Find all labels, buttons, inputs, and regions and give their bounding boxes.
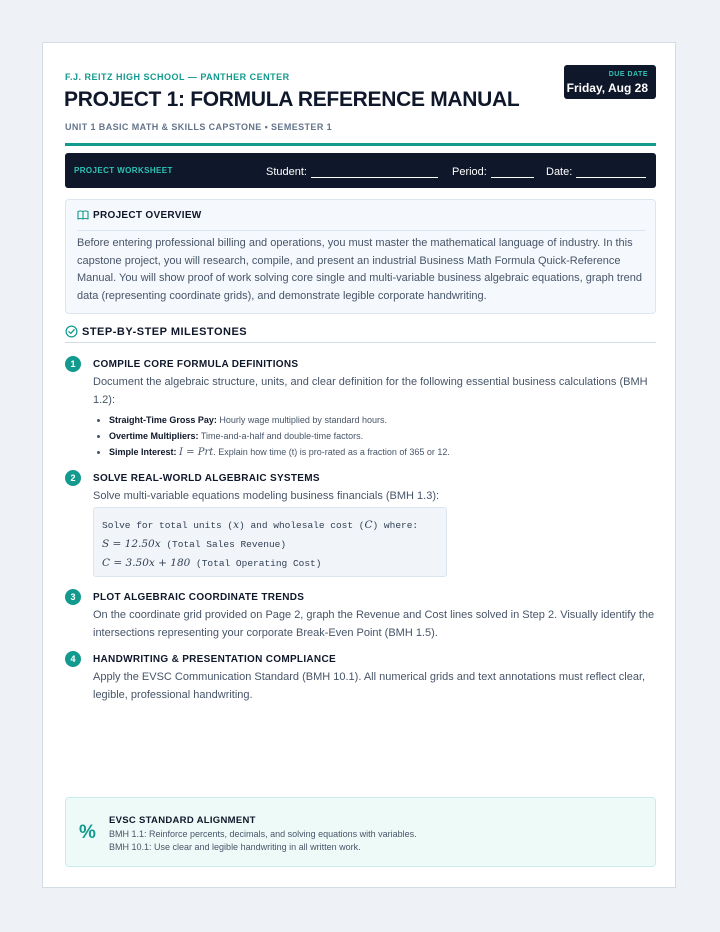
equation-block	[93, 507, 447, 577]
student-field[interactable]	[266, 165, 438, 178]
evsc-title: EVSC STANDARD ALIGNMENT	[109, 815, 256, 826]
step-description	[93, 374, 655, 461]
step-title: COMPILE CORE FORMULA DEFINITIONS	[93, 359, 299, 370]
book-icon	[77, 210, 89, 220]
evsc-standard-panel	[65, 797, 656, 867]
list-item: • Simple Interest: I = Prt. Explain how time (t) is pro-rated as a fraction of 365 or 12.	[109, 444, 655, 461]
due-date-value: Friday, Aug 28	[566, 81, 648, 95]
due-date-badge	[564, 65, 656, 99]
page-title: PROJECT 1: FORMULA REFERENCE MANUAL	[64, 88, 520, 111]
student-label: Student:	[266, 166, 307, 178]
overview-heading	[77, 210, 202, 221]
milestones-heading-text: STEP-BY-STEP MILESTONES	[82, 326, 248, 338]
school-name: F.J. REITZ HIGH SCHOOL — PANTHER CENTER	[65, 72, 290, 82]
overview-text: Before entering professional billing and operations, you must master the mathematical language of industry. In this capstone project, you will research, compile, and present an industrial Business Math Formula Quick-Reference Manual. You will show proof of work solving core single and multi-variable business algebraic equations, graph trend data (representing coordinate grids), and demonstrate legible corporate handwriting.	[77, 237, 642, 302]
project-overview-panel	[65, 199, 656, 314]
header-divider	[65, 143, 656, 146]
step-number: 3	[65, 589, 81, 605]
step-body-text: Document the algebraic structure, units, and clear definition for the following essential business calculations (BMH 1.2):	[93, 376, 648, 406]
step-number: 1	[65, 356, 81, 372]
overview-heading-text: PROJECT OVERVIEW	[93, 210, 202, 221]
step-body-text: Solve multi-variable equations modeling business financials (BMH 1.3):	[93, 490, 440, 502]
step-number: 4	[65, 651, 81, 667]
date-blank[interactable]	[576, 165, 646, 178]
overview-divider	[77, 230, 646, 231]
worksheet-page	[42, 42, 676, 888]
step-body-text: Apply the EVSC Communication Standard (BMH 10.1). All numerical grids and text annotations must reflect clear, legible, professional handwriting.	[93, 671, 646, 701]
milestones-heading	[65, 325, 247, 338]
date-field[interactable]	[546, 165, 646, 178]
page-subtitle: UNIT 1 BASIC MATH & SKILLS CAPSTONE • SEMESTER 1	[65, 122, 333, 132]
list-item: • Overtime Multipliers: Time-and-a-half and double-time factors.	[109, 428, 655, 444]
equation-line-2: S = 12.50x (Total Sales Revenue)	[102, 538, 287, 550]
step-title: SOLVE REAL-WORLD ALGEBRAIC SYSTEMS	[93, 473, 320, 484]
list-item: • Straight-Time Gross Pay: Hourly wage multiplied by standard hours.	[109, 412, 655, 428]
evsc-standard-2: BMH 10.1: Use clear and legible handwriting in all written work.	[109, 842, 361, 852]
worksheet-bar	[65, 153, 656, 188]
formula-list	[93, 412, 655, 461]
percent-icon: %	[79, 822, 96, 843]
equation-line-3: C = 3.50x + 180 (Total Operating Cost)	[102, 557, 322, 569]
period-field[interactable]	[452, 165, 534, 178]
step-title: PLOT ALGEBRAIC COORDINATE TRENDS	[93, 592, 305, 603]
equation-line-1: Solve for total units (x) and wholesale cost (C) where:	[102, 519, 419, 531]
evsc-standard-1: BMH 1.1: Reinforce percents, decimals, and solving equations with variables.	[109, 829, 417, 839]
worksheet-label: PROJECT WORKSHEET	[74, 166, 173, 175]
milestones-divider	[65, 342, 656, 343]
due-date-label: DUE DATE	[608, 71, 648, 78]
check-circle-icon	[65, 325, 78, 338]
step-number: 2	[65, 470, 81, 486]
date-label: Date:	[546, 166, 573, 178]
step-title: HANDWRITING & PRESENTATION COMPLIANCE	[93, 654, 336, 665]
period-blank[interactable]	[491, 165, 534, 178]
period-label: Period:	[452, 166, 487, 178]
step-body-text: On the coordinate grid provided on Page 2, graph the Revenue and Cost lines solved in Step 2. Visually identify the intersections representing your corporate Break-Even Point (BMH 1.5).	[93, 609, 655, 639]
student-blank[interactable]	[311, 165, 438, 178]
